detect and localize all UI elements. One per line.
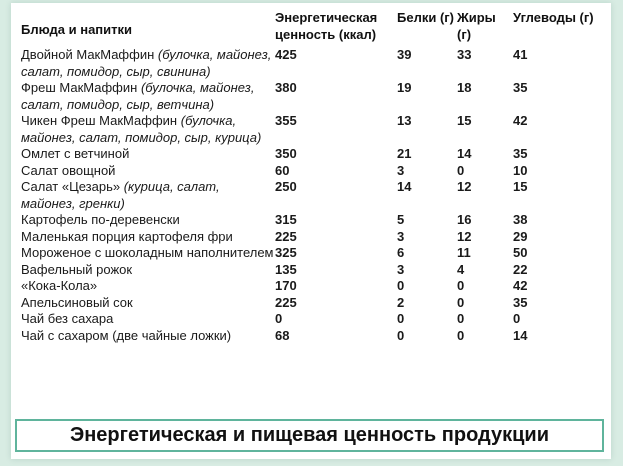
- table-cell-carbs: 0: [513, 311, 521, 326]
- table-row-name: [21, 262, 275, 279]
- slide-card: [11, 3, 611, 459]
- dish-name: Двойной МакМаффин: [21, 47, 155, 62]
- table-row-name: [21, 179, 275, 212]
- header-fat: Жиры (г): [457, 10, 496, 42]
- table-cell-protein: 21: [397, 146, 412, 161]
- table-row-name: [21, 229, 275, 246]
- table-row-name: [21, 311, 275, 328]
- dish-name: Чикен Фреш МакМаффин: [21, 113, 178, 128]
- table-cell-kcal: 325: [275, 245, 297, 260]
- nutrition-table: [21, 10, 611, 344]
- table-row-name: [21, 245, 275, 262]
- header-name: Блюда и напитки: [21, 22, 133, 37]
- table-cell-protein: 3: [397, 162, 405, 178]
- dish-name: Апельсиновый сок: [21, 294, 133, 310]
- table-row-name: [21, 47, 275, 80]
- dish-name: Фреш МакМаффин: [21, 80, 138, 95]
- table-cell-carbs: 35: [513, 146, 528, 161]
- table-cell-fat: 33: [457, 47, 472, 62]
- dish-description: (булочка, майонез, салат, помидор, сыр, ветчина): [21, 80, 255, 112]
- table-cell-carbs: 38: [513, 212, 528, 227]
- table-row-name: [21, 163, 275, 180]
- table-cell-fat: 18: [457, 80, 472, 95]
- table-cell-carbs: 50: [513, 245, 528, 260]
- table-cell-fat: 0: [457, 294, 465, 310]
- dish-name: «Кока-Кола»: [21, 278, 98, 293]
- table-cell-kcal: 350: [275, 146, 297, 161]
- table-cell-kcal: 170: [275, 278, 297, 293]
- table-cell-fat: 12: [457, 228, 472, 244]
- table-cell-carbs: 35: [513, 80, 528, 95]
- table-cell-protein: 13: [397, 113, 412, 128]
- dish-name: Мороженое с шоколадным наполнителем: [21, 245, 274, 260]
- table-cell-protein: 3: [397, 228, 405, 244]
- table-cell-kcal: 250: [275, 179, 297, 194]
- dish-description: (булочка, майонез, салат, помидор, сыр, курица): [21, 113, 262, 145]
- dish-name: Омлет с ветчиной: [21, 146, 130, 161]
- table-cell-carbs: 35: [513, 294, 528, 310]
- table-cell-fat: 16: [457, 212, 472, 227]
- dish-description: (булочка, майонез, салат, помидор, сыр, свинина): [21, 47, 272, 79]
- header-protein: Белки (г): [397, 10, 455, 25]
- table-cell-kcal: 68: [275, 327, 290, 343]
- table-cell-carbs: 10: [513, 162, 528, 178]
- table-cell-carbs: 14: [513, 327, 528, 343]
- table-cell-carbs: 41: [513, 47, 528, 62]
- table-cell-protein: 19: [397, 80, 412, 95]
- slide-caption: Энергетическая и пищевая ценность продукции: [15, 419, 604, 452]
- table-cell-protein: 0: [397, 311, 405, 326]
- dish-name: Чай с сахаром (две чайные ложки): [21, 327, 232, 343]
- table-cell-kcal: 315: [275, 212, 297, 227]
- table-row-name: [21, 113, 275, 146]
- table-row-name: [21, 295, 275, 312]
- table-cell-kcal: 225: [275, 294, 297, 310]
- table-cell-fat: 0: [457, 311, 465, 326]
- table-cell-kcal: 355: [275, 113, 297, 128]
- dish-name: Чай без сахара: [21, 311, 114, 326]
- table-cell-carbs: 22: [513, 261, 528, 277]
- table-cell-protein: 6: [397, 245, 405, 260]
- table-cell-fat: 0: [457, 278, 465, 293]
- table-cell-kcal: 135: [275, 261, 297, 277]
- header-energy: Энергетическая ценность (ккал): [275, 10, 378, 42]
- table-cell-carbs: 29: [513, 228, 528, 244]
- table-cell-fat: 15: [457, 113, 472, 128]
- table-cell-carbs: 42: [513, 113, 528, 128]
- table-cell-fat: 11: [457, 245, 471, 260]
- table-row-name: [21, 328, 275, 345]
- table-row-name: [21, 146, 275, 163]
- table-row-name: [21, 80, 275, 113]
- table-cell-protein: 14: [397, 179, 412, 194]
- table-cell-protein: 39: [397, 47, 412, 62]
- table-cell-carbs: 15: [513, 179, 528, 194]
- table-cell-kcal: 425: [275, 47, 297, 62]
- table-cell-fat: 12: [457, 179, 472, 194]
- table-cell-kcal: 225: [275, 228, 297, 244]
- dish-name: Салат овощной: [21, 162, 116, 178]
- table-cell-fat: 14: [457, 146, 472, 161]
- table-row-name: [21, 212, 275, 229]
- table-row-name: [21, 278, 275, 295]
- table-cell-protein: 2: [397, 294, 405, 310]
- table-cell-carbs: 42: [513, 278, 528, 293]
- header-carbs: Углеводы (г): [513, 10, 594, 25]
- table-cell-fat: 0: [457, 327, 465, 343]
- table-cell-fat: 4: [457, 261, 465, 277]
- dish-description: (курица, салат, майонез, гренки): [21, 179, 220, 211]
- dish-name: Салат «Цезарь»: [21, 179, 121, 194]
- table-cell-fat: 0: [457, 162, 465, 178]
- dish-name: Вафельный рожок: [21, 261, 133, 277]
- table-cell-protein: 5: [397, 212, 405, 227]
- table-cell-protein: 3: [397, 261, 405, 277]
- table-cell-protein: 0: [397, 327, 405, 343]
- table-cell-kcal: 380: [275, 80, 297, 95]
- table-cell-kcal: 0: [275, 311, 283, 326]
- dish-name: Картофель по-деревенски: [21, 212, 180, 227]
- dish-name: Маленькая порция картофеля фри: [21, 228, 233, 244]
- table-cell-kcal: 60: [275, 162, 290, 178]
- table-cell-protein: 0: [397, 278, 405, 293]
